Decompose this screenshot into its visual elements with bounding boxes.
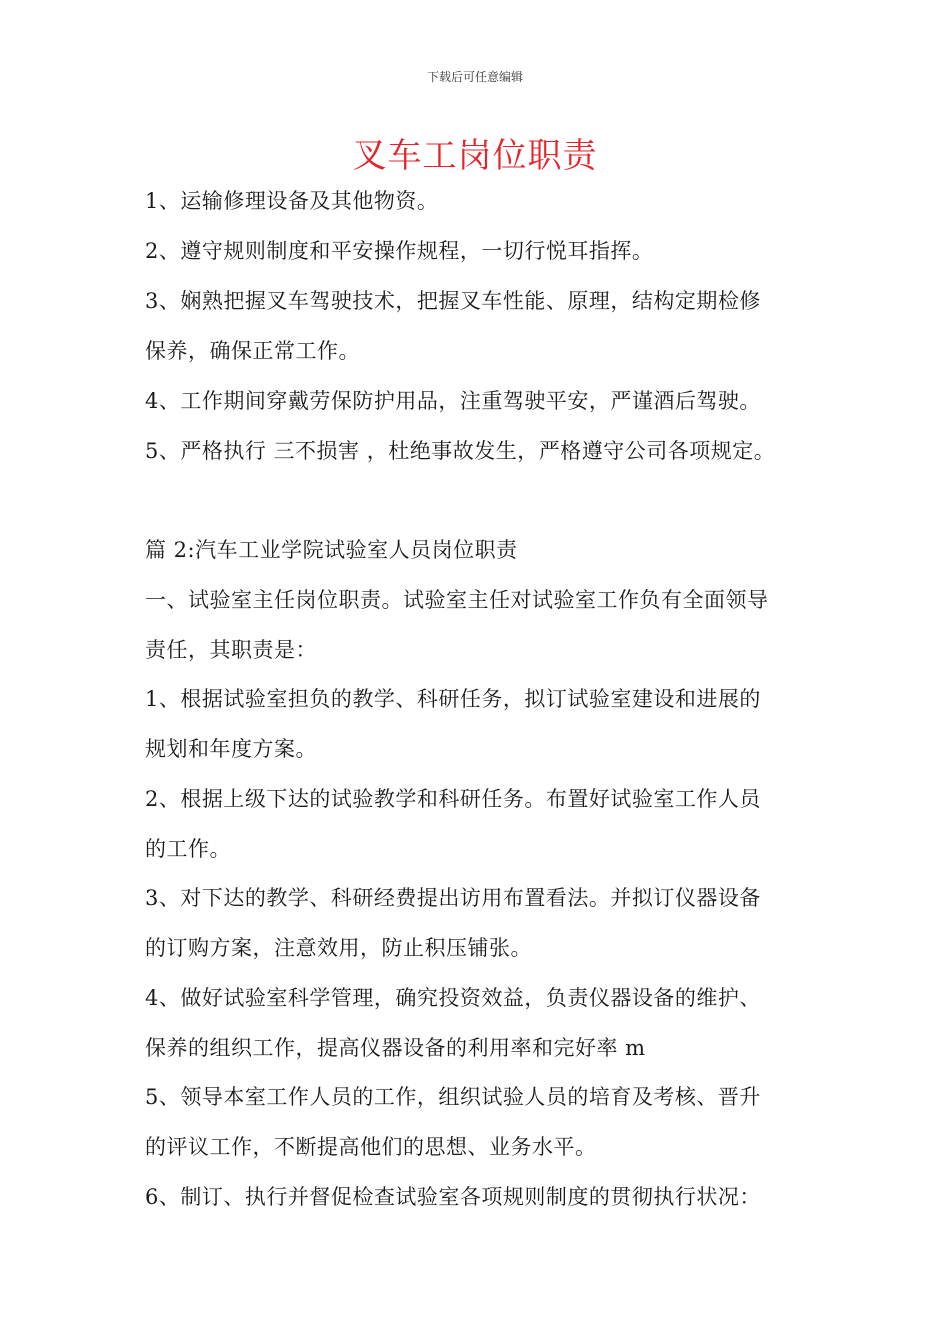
- paragraph-line: 1、根据试验室担负的教学、科研任务，拟订试验室建设和进展的: [145, 687, 761, 711]
- paragraph-line: 5、严格执行 三不损害 ，杜绝事故发生，严格遵守公司各项规定。: [145, 439, 776, 463]
- paragraph-line: 3、对下达的教学、科研经费提出访用布置看法。并拟订仪器设备: [145, 886, 761, 910]
- paragraph-line: 4、工作期间穿戴劳保防护用品，注重驾驶平安，严谨酒后驾驶。: [145, 389, 761, 413]
- paragraph-line: 规划和年度方案。: [145, 737, 317, 761]
- document-title: 叉车工岗位职责: [352, 136, 598, 176]
- paragraph-line: 1、运输修理设备及其他物资。: [145, 189, 439, 213]
- paragraph-line: 2、遵守规则制度和平安操作规程，一切行悦耳指挥。: [145, 239, 654, 263]
- paragraph-line: 的订购方案，注意效用，防止积压铺张。: [145, 936, 532, 960]
- paragraph-line: 一、试验室主任岗位职责。试验室主任对试验室工作负有全面领导: [145, 588, 769, 612]
- paragraph-line: 5、领导本室工作人员的工作，组织试验人员的培育及考核、晋升: [145, 1085, 761, 1109]
- paragraph-line: 3、娴熟把握叉车驾驶技术，把握叉车性能、原理，结构定期检修: [145, 289, 761, 313]
- paragraph-line: 的工作。: [145, 837, 231, 861]
- paragraph-line: 保养，确保正常工作。: [145, 339, 360, 363]
- header-note: 下载后可任意编辑: [426, 70, 523, 84]
- paragraph-line: 2、根据上级下达的试验教学和科研任务。布置好试验室工作人员: [145, 787, 761, 811]
- section-heading: 篇 2:汽车工业学院试验室人员岗位职责: [145, 538, 518, 562]
- paragraph-line: 4、做好试验室科学管理，确究投资效益，负责仪器设备的维护、: [145, 986, 761, 1010]
- paragraph-line: 的评议工作，不断提高他们的思想、业务水平。: [145, 1135, 597, 1159]
- paragraph-line: 保养的组织工作，提高仪器设备的利用率和完好率 m: [145, 1036, 646, 1060]
- paragraph-line: 6、制订、执行并督促检查试验室各项规则制度的贯彻执行状况：: [145, 1185, 761, 1209]
- paragraph-line: 责任，其职责是：: [145, 638, 317, 662]
